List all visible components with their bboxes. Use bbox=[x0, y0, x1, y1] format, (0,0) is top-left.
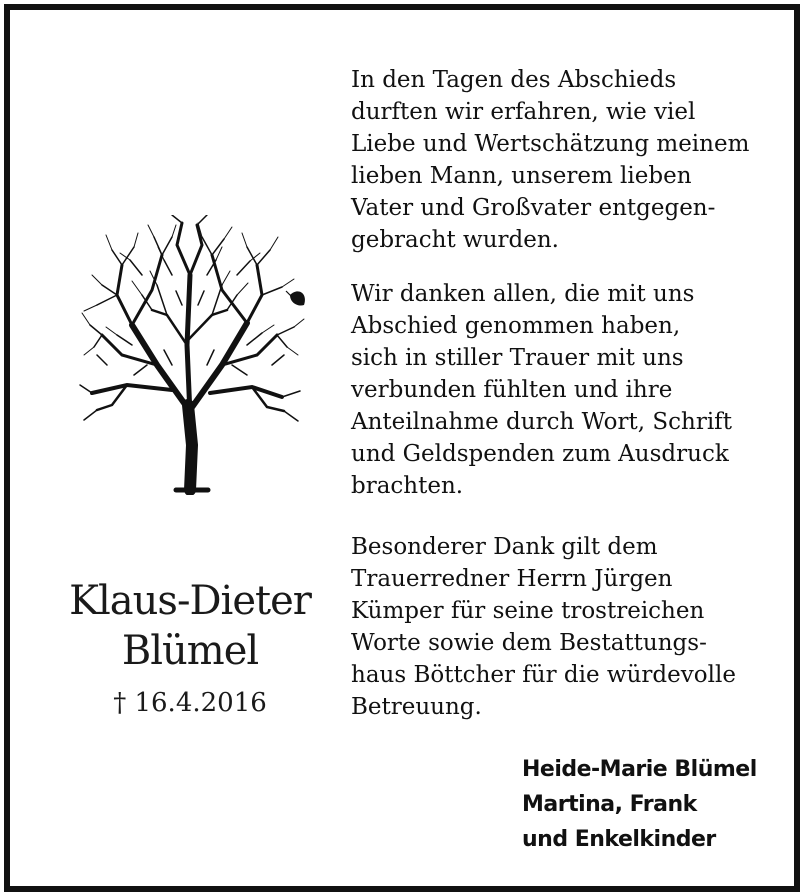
paragraph-line: sich in stiller Trauer mit uns bbox=[351, 345, 684, 371]
paragraph-line: Kümper für seine trostreichen bbox=[351, 598, 705, 624]
paragraph-line: In den Tagen des Abschieds bbox=[351, 67, 677, 93]
paragraph-line: Liebe und Wertschätzung meinem bbox=[351, 131, 750, 157]
deceased-last-name: Blümel bbox=[121, 628, 259, 674]
paragraph-line: und Geldspenden zum Ausdruck bbox=[351, 441, 729, 467]
signer-line: Heide-Marie Blümel bbox=[522, 757, 757, 782]
tree-icon bbox=[72, 215, 312, 495]
paragraph-line: Anteilnahme durch Wort, Schrift bbox=[351, 409, 732, 435]
gratitude-paragraph-2 bbox=[351, 278, 791, 502]
paragraph-line: gebracht wurden. bbox=[351, 227, 559, 253]
obituary-card bbox=[4, 4, 800, 892]
paragraph-line: Trauerredner Herrn Jürgen bbox=[351, 566, 673, 592]
signer-line: Martina, Frank bbox=[522, 792, 697, 817]
paragraph-line: brachten. bbox=[351, 473, 464, 499]
paragraph-line: verbunden fühlten und ihre bbox=[351, 377, 673, 403]
gratitude-paragraph-3 bbox=[351, 531, 791, 723]
paragraph-line: Besonderer Dank gilt dem bbox=[351, 534, 658, 560]
paragraph-line: durften wir erfahren, wie viel bbox=[351, 99, 696, 125]
paragraph-line: lieben Mann, unserem lieben bbox=[351, 163, 692, 189]
paragraph-line: Wir danken allen, die mit uns bbox=[351, 281, 695, 307]
gratitude-paragraph-1 bbox=[351, 64, 791, 256]
paragraph-line: Vater und Großvater entgegen- bbox=[351, 195, 716, 221]
paragraph-line: Worte sowie dem Bestattungs- bbox=[351, 630, 707, 656]
signers-block bbox=[522, 752, 757, 857]
paragraph-line: haus Böttcher für die würdevolle bbox=[351, 662, 736, 688]
deceased-first-name: Klaus-Dieter bbox=[69, 578, 311, 624]
paragraph-line: Abschied genommen haben, bbox=[351, 313, 681, 339]
death-date: † 16.4.2016 bbox=[113, 688, 267, 718]
signer-line: und Enkelkinder bbox=[522, 827, 716, 852]
paragraph-line: Betreuung. bbox=[351, 694, 482, 720]
